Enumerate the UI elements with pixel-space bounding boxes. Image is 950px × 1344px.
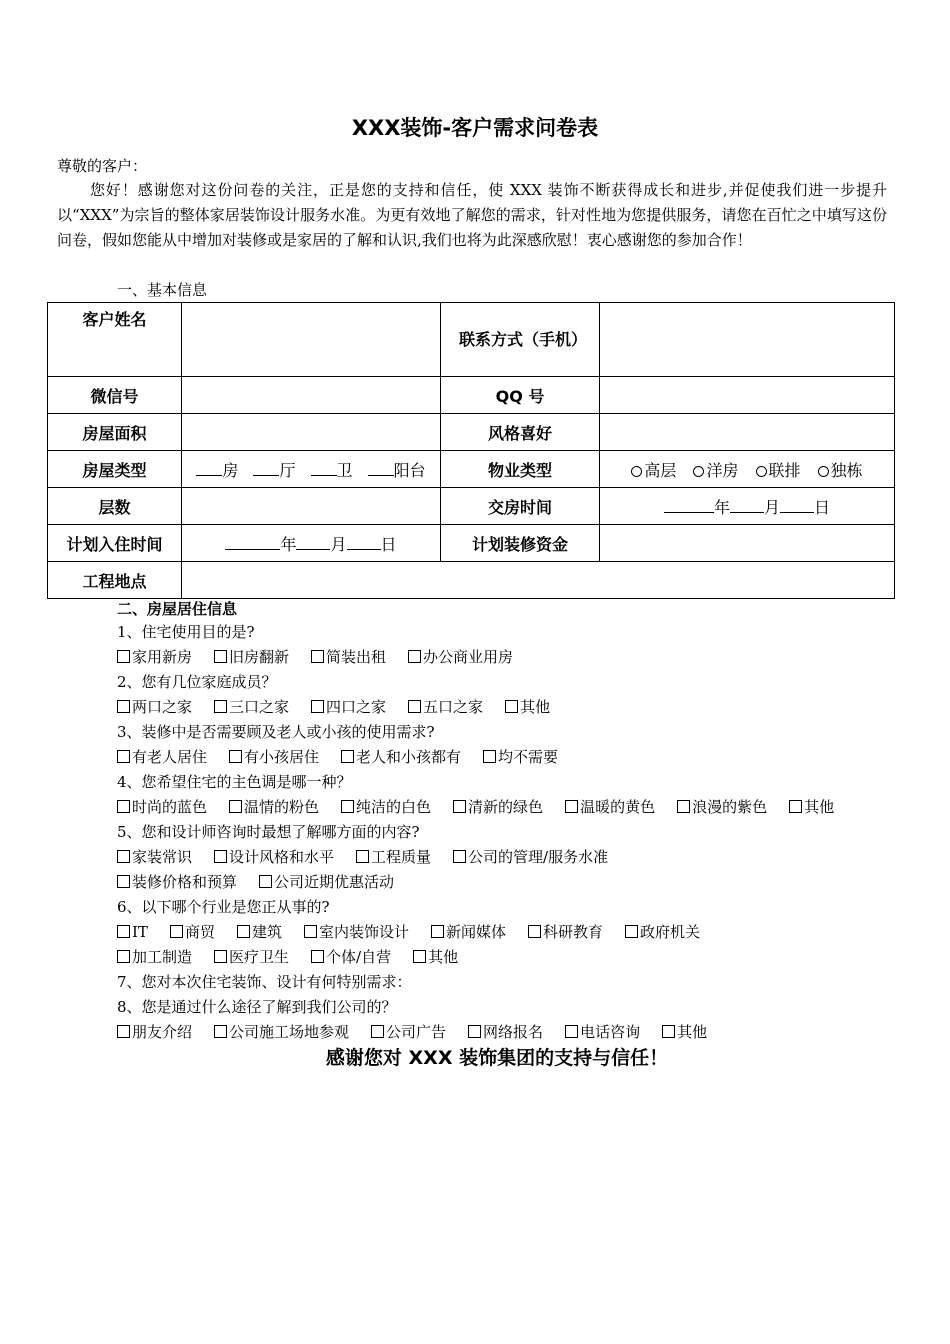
checkbox-option[interactable] (117, 920, 148, 945)
option-label: 公司的管理/服务水准 (468, 848, 609, 866)
radio-circle-icon (631, 466, 642, 477)
checkbox-icon[interactable] (565, 1025, 578, 1038)
options-row (117, 795, 897, 820)
checkbox-icon[interactable] (214, 950, 227, 963)
options-row (117, 1020, 897, 1045)
area-field[interactable] (182, 414, 441, 451)
checkbox-icon[interactable] (625, 925, 638, 938)
question-text: 2、您有几位家庭成员？ (117, 673, 277, 691)
option-label: 老人和小孩都有 (356, 748, 462, 766)
house-type-field[interactable] (182, 451, 441, 488)
checkbox-icon[interactable] (789, 800, 802, 813)
checkbox-icon[interactable] (677, 800, 690, 813)
checkbox-option[interactable] (229, 745, 319, 770)
option-label: 浪漫的紫色 (692, 798, 768, 816)
checkbox-icon[interactable] (117, 800, 130, 813)
option-label: 时尚的蓝色 (132, 798, 208, 816)
label-area: 房屋面积 (48, 414, 182, 451)
checkbox-icon[interactable] (117, 700, 130, 713)
checkbox-option[interactable] (117, 845, 192, 870)
checkbox-icon[interactable] (341, 800, 354, 813)
checkbox-icon[interactable] (117, 650, 130, 663)
checkbox-option[interactable] (453, 845, 608, 870)
label-handover: 交房时间 (441, 488, 600, 525)
label-move-in: 计划入住时间 (48, 525, 182, 562)
checkbox-option[interactable] (311, 645, 386, 670)
salutation: 尊敬的客户： (57, 157, 148, 175)
options-row (117, 920, 897, 945)
checkbox-option[interactable] (214, 945, 289, 970)
option-label: 个体/自营 (326, 948, 392, 966)
options-row (117, 870, 897, 895)
option-label: 其他 (428, 948, 459, 966)
option-label: IT (132, 923, 148, 941)
option-label: 建筑 (251, 923, 282, 941)
checkbox-icon[interactable] (259, 875, 272, 888)
checkbox-option[interactable] (505, 695, 550, 720)
label-contact: 联系方式（手机） (441, 303, 600, 377)
unit-room: 房 (222, 460, 239, 480)
checkbox-option[interactable] (214, 695, 289, 720)
question-text: 8、您是通过什么途径了解到我们公司的？ (117, 998, 397, 1016)
option-label: 其他 (677, 1023, 708, 1041)
checkbox-option[interactable] (117, 1020, 192, 1045)
options-row (117, 945, 897, 970)
floors-field[interactable] (182, 488, 441, 525)
checkbox-icon[interactable] (170, 925, 183, 938)
unit-balcony: 阳台 (393, 460, 426, 480)
checkbox-icon[interactable] (214, 700, 227, 713)
option-label: 商贸 (184, 923, 215, 941)
property-option[interactable]: 独栋 (818, 458, 863, 481)
checkbox-option[interactable] (408, 695, 483, 720)
checkbox-option[interactable] (259, 870, 394, 895)
checkbox-icon[interactable] (229, 750, 242, 763)
checkbox-option[interactable] (662, 1020, 707, 1045)
option-label: 纯洁的白色 (356, 798, 432, 816)
checkbox-option[interactable] (229, 795, 319, 820)
option-label: 装修价格和预算 (132, 873, 238, 891)
property-option[interactable]: 联排 (756, 458, 801, 481)
property-option[interactable]: 洋房 (693, 458, 738, 481)
unit-bath: 卫 (336, 460, 353, 480)
checkbox-option[interactable] (483, 745, 558, 770)
options-row (117, 845, 897, 870)
site-field[interactable] (182, 562, 895, 599)
checkbox-option[interactable] (304, 920, 409, 945)
checkbox-option[interactable] (789, 795, 834, 820)
checkbox-icon[interactable] (662, 1025, 675, 1038)
option-label: 办公商业用房 (423, 648, 514, 666)
checkbox-icon[interactable] (311, 700, 324, 713)
checkbox-icon[interactable] (311, 950, 324, 963)
page-title: XXX装饰-客户需求问卷表 (351, 116, 599, 140)
unit-hall: 厅 (279, 460, 296, 480)
checkbox-option[interactable] (117, 695, 192, 720)
checkbox-option[interactable] (170, 920, 215, 945)
option-label: 旧房翻新 (229, 648, 290, 666)
label-qq: QQ 号 (441, 377, 600, 414)
checkbox-icon[interactable] (214, 850, 227, 863)
option-label: 简装出租 (326, 648, 387, 666)
checkbox-option[interactable] (214, 1020, 349, 1045)
checkbox-icon[interactable] (311, 650, 324, 663)
label-style: 风格喜好 (441, 414, 600, 451)
property-type-options (600, 451, 895, 488)
option-label: 朋友介绍 (132, 1023, 193, 1041)
intro-paragraph: 您好！感谢您对这份问卷的关注，正是您的支持和信任，使 XXX 装饰不断获得成长和进步,并促使我们进一步提升以“XXX”为宗旨的整体家居装饰设计服务水准。为更有效地了解您的需求，针对性地为您提供服务，请您在百忙之中填写这份问卷，假如您能从中增加对装修或是家居的了解和认识,我们也将为此深感欣慰！衷心感谢您的参加合作！ (57, 181, 887, 249)
label-house-type: 房屋类型 (48, 451, 182, 488)
option-label: 其他 (804, 798, 835, 816)
checkbox-icon[interactable] (117, 750, 130, 763)
checkbox-icon[interactable] (117, 925, 130, 938)
option-label: 室内装饰设计 (318, 923, 409, 941)
checkbox-option[interactable] (117, 795, 207, 820)
label-wechat: 微信号 (48, 377, 182, 414)
checkbox-icon[interactable] (304, 925, 317, 938)
handover-date-field[interactable]: 年 月 日 (600, 488, 895, 525)
option-label: 均不需要 (498, 748, 559, 766)
checkbox-option[interactable] (214, 845, 334, 870)
checkbox-icon[interactable] (371, 1025, 384, 1038)
option-label: 两口之家 (132, 698, 193, 716)
option-label: 四口之家 (326, 698, 387, 716)
checkbox-option[interactable] (431, 920, 506, 945)
checkbox-icon[interactable] (237, 925, 250, 938)
questions-list (117, 620, 897, 1045)
label-property-type: 物业类型 (441, 451, 600, 488)
checkbox-option[interactable] (341, 795, 431, 820)
checkbox-icon[interactable] (528, 925, 541, 938)
option-label: 清新的绿色 (468, 798, 544, 816)
checkbox-option[interactable] (565, 795, 655, 820)
radio-circle-icon (818, 466, 829, 477)
style-field[interactable] (600, 414, 895, 451)
property-option[interactable]: 高层 (631, 458, 676, 481)
question-text: 6、以下哪个行业是您正从事的? (117, 898, 330, 916)
option-label: 设计风格和水平 (229, 848, 335, 866)
checkbox-icon[interactable] (117, 1025, 130, 1038)
contact-field[interactable] (600, 303, 895, 377)
move-in-date-field[interactable]: 年 月 日 (182, 525, 441, 562)
option-label: 有小孩居住 (244, 748, 320, 766)
options-row (117, 695, 897, 720)
option-label: 家用新房 (132, 648, 193, 666)
checkbox-icon[interactable] (408, 650, 421, 663)
checkbox-option[interactable] (311, 695, 386, 720)
checkbox-option[interactable] (214, 645, 289, 670)
label-floors: 层数 (48, 488, 182, 525)
checkbox-icon[interactable] (453, 850, 466, 863)
label-site: 工程地点 (48, 562, 182, 599)
checkbox-option[interactable] (413, 945, 458, 970)
checkbox-option[interactable] (117, 645, 192, 670)
checkbox-option[interactable] (311, 945, 391, 970)
checkbox-option[interactable] (341, 745, 461, 770)
checkbox-option[interactable] (565, 1020, 640, 1045)
option-label: 温情的粉色 (244, 798, 320, 816)
option-label: 公司广告 (386, 1023, 447, 1041)
qq-field[interactable] (600, 377, 895, 414)
radio-circle-icon (693, 466, 704, 477)
option-label: 新闻媒体 (445, 923, 506, 941)
checkbox-option[interactable] (237, 920, 282, 945)
question-text: 4、您希望住宅的主色调是哪一种？ (117, 773, 352, 791)
checkbox-icon[interactable] (468, 1025, 481, 1038)
checkbox-option[interactable] (677, 795, 767, 820)
option-label: 医疗卫生 (229, 948, 290, 966)
checkbox-option[interactable] (625, 920, 700, 945)
checkbox-icon[interactable] (505, 700, 518, 713)
checkbox-option[interactable] (453, 795, 543, 820)
customer-name-field[interactable] (182, 303, 441, 377)
checkbox-option[interactable] (528, 920, 603, 945)
radio-circle-icon (756, 466, 767, 477)
checkbox-icon[interactable] (341, 750, 354, 763)
budget-field[interactable] (600, 525, 895, 562)
question-text: 5、您和设计师咨询时最想了解哪方面的内容? (117, 823, 420, 841)
checkbox-option[interactable] (468, 1020, 543, 1045)
option-label: 其他 (520, 698, 551, 716)
option-label: 公司近期优惠活动 (274, 873, 395, 891)
checkbox-option[interactable] (408, 645, 513, 670)
checkbox-icon[interactable] (431, 925, 444, 938)
checkbox-option[interactable] (356, 845, 431, 870)
question-text: 3、装修中是否需要顾及老人或小孩的使用需求? (117, 723, 435, 741)
checkbox-icon[interactable] (117, 950, 130, 963)
checkbox-icon[interactable] (483, 750, 496, 763)
option-label: 工程质量 (371, 848, 432, 866)
option-label: 温暖的黄色 (580, 798, 656, 816)
section-basic-info-heading: 一、基本信息 (117, 281, 208, 299)
question-text: 1、住宅使用目的是? (117, 623, 255, 641)
option-label: 政府机关 (640, 923, 701, 941)
question-text: 7、您对本次住宅装饰、设计有何特别需求： (117, 973, 412, 991)
option-label: 加工制造 (132, 948, 193, 966)
checkbox-icon[interactable] (229, 800, 242, 813)
options-row (117, 645, 897, 670)
checkbox-option[interactable] (117, 945, 192, 970)
checkbox-icon[interactable] (117, 875, 130, 888)
checkbox-icon[interactable] (356, 850, 369, 863)
checkbox-icon[interactable] (117, 850, 130, 863)
option-label: 家装常识 (132, 848, 193, 866)
checkbox-icon[interactable] (413, 950, 426, 963)
checkbox-option[interactable] (371, 1020, 446, 1045)
option-label: 电话咨询 (580, 1023, 641, 1041)
checkbox-icon[interactable] (408, 700, 421, 713)
label-customer-name: 客户姓名 (48, 303, 182, 377)
label-budget: 计划装修资金 (441, 525, 600, 562)
checkbox-icon[interactable] (214, 650, 227, 663)
checkbox-option[interactable] (117, 870, 237, 895)
option-label: 五口之家 (423, 698, 484, 716)
checkbox-option[interactable] (117, 745, 207, 770)
closing-message: 感谢您对 XXX 装饰集团的支持与信任！ (325, 1047, 669, 1069)
checkbox-icon[interactable] (565, 800, 578, 813)
section-living-info-heading: 二、房屋居住信息 (117, 600, 238, 618)
option-label: 网络报名 (483, 1023, 544, 1041)
options-row (117, 745, 897, 770)
option-label: 三口之家 (229, 698, 290, 716)
option-label: 科研教育 (543, 923, 604, 941)
option-label: 公司施工场地参观 (229, 1023, 350, 1041)
checkbox-icon[interactable] (214, 1025, 227, 1038)
basic-info-table (47, 302, 895, 599)
option-label: 有老人居住 (132, 748, 208, 766)
checkbox-icon[interactable] (453, 800, 466, 813)
wechat-field[interactable] (182, 377, 441, 414)
